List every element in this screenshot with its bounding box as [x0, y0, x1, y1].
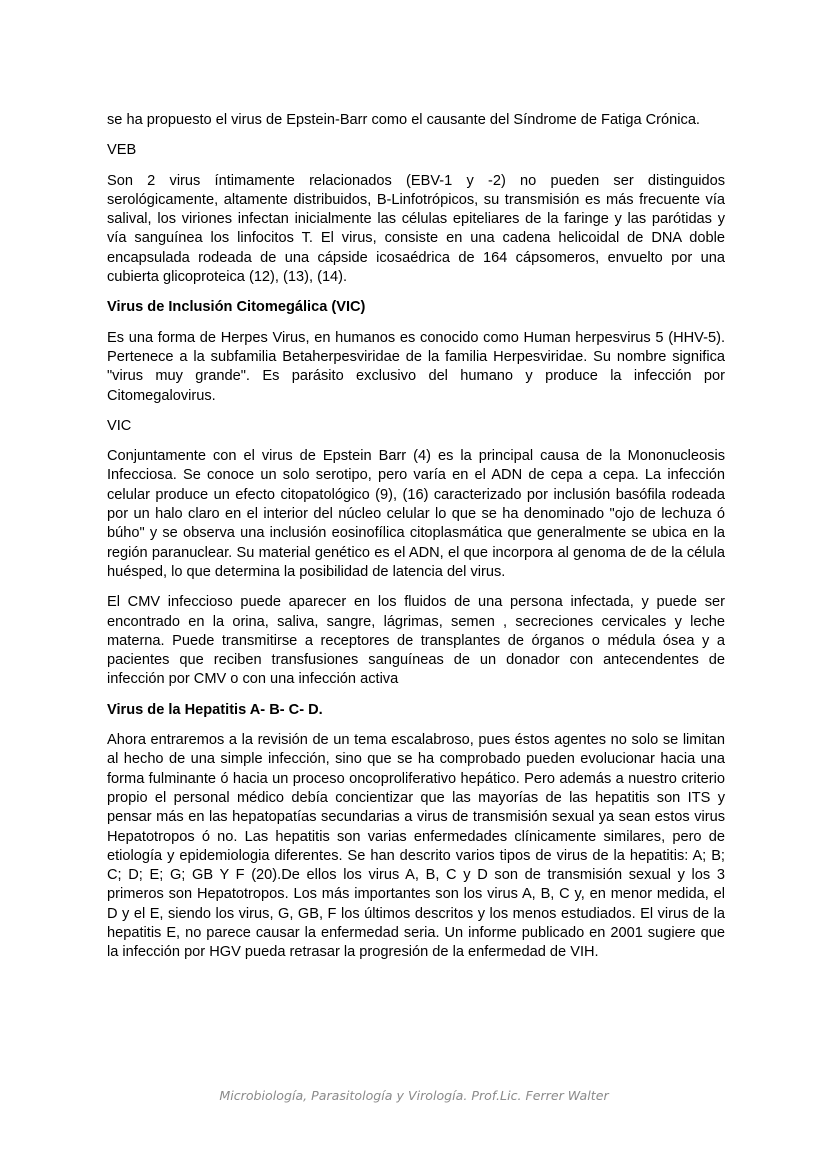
paragraph-cmv-fluids: El CMV infeccioso puede aparecer en los fluidos de una persona infectada, y puede ser encontrado en la orina, saliva, sangre, lágrimas, semen , secreciones cervicales y leche materna. Puede transmitirse a receptores de transplantes de órganos o médula ósea y a pacientes que reciben transfusiones sanguíneas de un donador con antecendentes de infección por CMV o con una infección activa: [107, 594, 725, 688]
paragraph-ebv-description: Son 2 virus íntimamente relacionados (EBV-1 y -2) no pueden ser distinguidos serológicamente, altamente distribuidos, B-Linfotrópicos, su transmisión es más frecuente vía salival, los viriones infectan inicialmente las células epiteliares de la faringe y las parótidas y vía sanguínea los linfocitos T. El virus, consiste en una cadena helicoidal de DNA doble encapsulada rodeada de una cápside icosaédrica de 164 cápsomeros, envuelto por una cubierta glicoproteica (12), (13), (14).: [107, 172, 725, 286]
paragraph-hepatitis-review: Ahora entraremos a la revisión de un tema escalabroso, pues éstos agentes no solo se limitan al hecho de una simple infección, sino que se ha comprobado pueden evolucionar hacia una forma fulminante ó hacia un proceso oncoproliferativo hepático. Pero además a nuestro criterio propio el personal médico debía concientizar que las mayorías de las hepatitis son ITS y pensar más en las hepatopatías secundarias a virus de transmisión sexual ya sean estos virus Hepatotropos ó no. Las hepatitis son varias enfermedades clínicamente similares, pero de etiología y epidemiologia diferentes. Se han descrito varios tipos de virus de la hepatitis: A; B; C; D; E; G; GB Y F (20).De ellos los virus A, B, C y D son de transmisión sexual y los 3 primeros son Hepatotropos. Los más importantes son los virus A, B, C y, en menor medida, el D y el E, siendo los virus, G, GB, F los últimos descritos y los menos estudiados. El virus de la hepatitis E, no parece causar la enfermedad seria. Un informe publicado en 2001 sugiere que la infección por HGV pueda retrasar la progresión de la enfermedad de VIH.: [107, 732, 725, 961]
label-veb: VEB: [107, 142, 137, 159]
section-heading-vic: Virus de Inclusión Citomegálica (VIC): [107, 299, 366, 316]
page-body: [107, 111, 725, 974]
label-vic: VIC: [107, 417, 132, 434]
paragraph-fatiga-cronica: se ha propuesto el virus de Epstein-Barr como el causante del Síndrome de Fatiga Crónica.: [107, 112, 700, 128]
paragraph-herpes-virus: Es una forma de Herpes Virus, en humanos es conocido como Human herpesvirus 5 (HHV-5). Pertenece a la subfamilia Betaherpesviridae de la familia Herpesviridae. Su nombre significa "virus muy grande". Es parásito exclusivo del humano y produce la infección por Citomegalovirus.: [107, 329, 725, 404]
page-footer: Microbiología, Parasitología y Virología. Prof.Lic. Ferrer Walter: [219, 1088, 609, 1103]
section-heading-hepatitis: Virus de la Hepatitis A- B- C- D.: [107, 701, 323, 718]
paragraph-mononucleosis: Conjuntamente con el virus de Epstein Barr (4) es la principal causa de la Mononucleosis Infecciosa. Se conoce un solo serotipo, pero varía en el ADN de cepa a cepa. La infección celular produce un efecto citopatológico (9), (16) caracterizado por inclusión basófila rodeada por un halo claro en el interior del núcleo celular lo que se ha denominado "ojo de lechuza ó búho" y se observa una inclusión eosinofílica citoplasmática que generalmente se ubica en la región paranuclear. Su material genético es el ADN, el que incorpora al genoma de de la célula huésped, lo que determina la posibilidad de latencia del virus.: [107, 448, 725, 580]
